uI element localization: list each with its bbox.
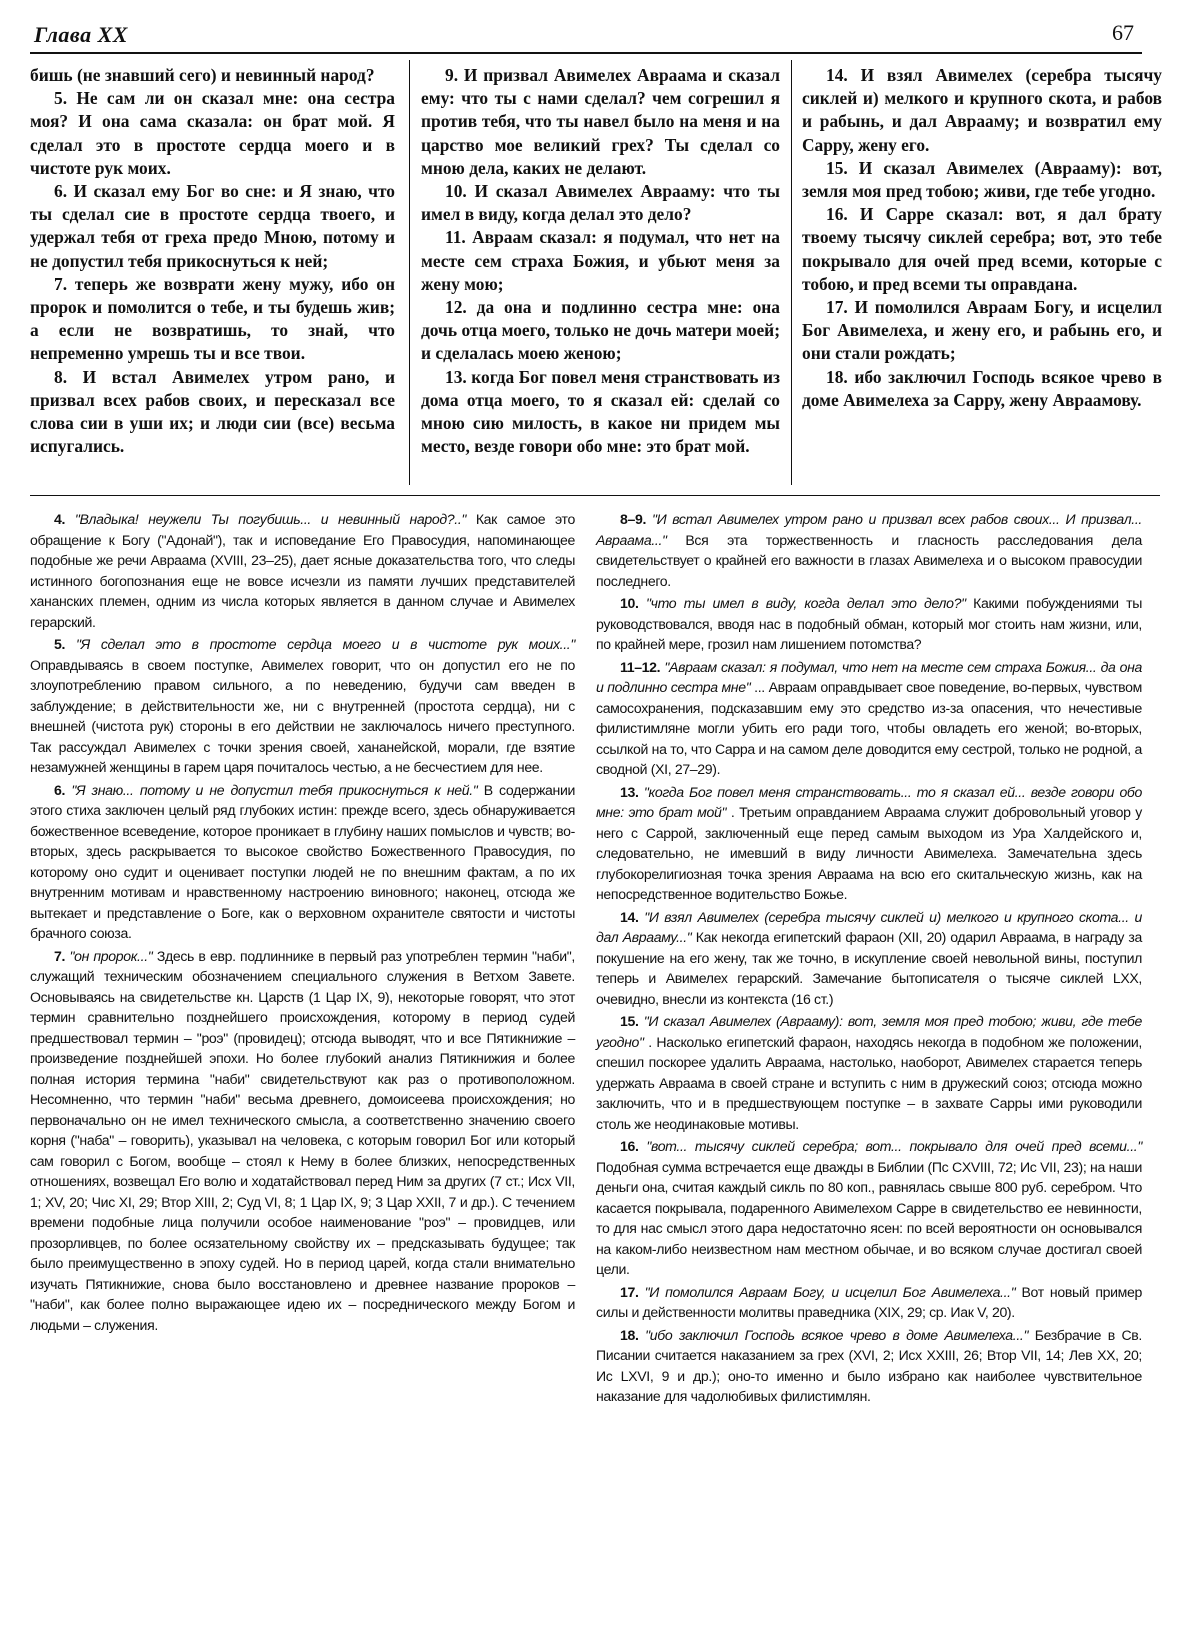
header-rule	[30, 52, 1142, 54]
scripture-column-2	[421, 64, 780, 458]
note-quote: "И сказал Авимелех (Аврааму): вот, земля моя пред тобою; живи, где тебе угодно"	[596, 1013, 1142, 1050]
note-body: Оправдываясь в своем поступке, Авимелех говорит, что он допустил его не по злоупотреблению правом сильного, а по неведению, будучи сам введен в заблуждение; в действительности же, ни с внутренней (простота сердца), ни с внешней (чистота рук) стороны в его действии не заключалось ничего преступного. Так рассуждал Авимелех с точки зрения своей, хананейской, морали, где взятие незамужней женщины в гарем царя почиталось честью, а не бесчестием для нее.	[30, 656, 575, 775]
note-body: . Насколько египетский фараон, находясь некогда в подобном же положении, спешил поскорее удалить Авраама, настолько, наоборот, Авимелех старается теперь удержать Авраама в своей стране и вступить с ним в дружеский союз; отсюда можно заключить, что и в предшествующем поступке – в захвате Сарры ими руководили столь же неодинаковые мотивы.	[596, 1033, 1142, 1132]
note-number: 8–9.	[620, 511, 652, 527]
verse-paragraph: 5. Не сам ли он сказал мне: она сестра моя? И она сама сказала: он брат мой. Я сделал это в простоте сердца моего и в чистоте рук моих.	[30, 88, 395, 178]
verse-paragraph: 16. И Сарре сказал: вот, я дал брату твоему тысячу сиклей серебра; вот, это тебе покрывало для очей пред всеми, которые с тобою, и пред всеми ты оправдана.	[802, 204, 1162, 294]
verse-paragraph: 17. И помолился Авраам Богу, и исцелил Бог Авимелеха, и жену его, и рабынь его, и они стали рождать;	[802, 297, 1162, 364]
commentary-note	[596, 657, 1142, 780]
note-quote: "Я знаю... потому и не допустил тебя прикоснуться к ней."	[71, 781, 478, 798]
note-body: Какими побуждениями ты руководствовался, вводя нас в подобный обман, который мог стоить нам жизни, или, по крайней мере, грозил нам лишением потомства?	[596, 595, 1142, 652]
note-quote: "ибо заключил Господь всякое чрево в доме Авимелеха..."	[645, 1326, 1029, 1343]
verse-paragraph: 13. когда Бог повел меня странствовать из дома отца моего, то я сказал ей: сделай со мною сию милость, в какое ни придем мы место, везде говори обо мне: это брат мой.	[421, 366, 780, 457]
note-body: Безбрачие в Св. Писании считается наказанием за грех (XVI, 2; Исх XXIII, 26; Втор VII, 14; Лев XX, 20; Ис LXVI, 9 и др.); оно-то именно и было избрано как наиболее чувствительное наказание для чадолюбивых филистимлян.	[596, 1326, 1142, 1404]
commentary-note	[30, 946, 575, 1336]
note-number: 4.	[54, 511, 75, 527]
verse-paragraph: 18. ибо заключил Господь всякое чрево в доме Авимелеха за Сарру, жену Авраамову.	[802, 366, 1162, 410]
note-number: 11–12.	[620, 658, 665, 675]
note-quote: "что ты имел в виду, когда делал это дело?"	[645, 595, 966, 611]
note-body: Вся эта торжественность и гласность расследования дела свидетельствует о крайней его важности в глазах Авимелеха и о высоком правосудии последнего.	[596, 531, 1142, 589]
verse-paragraph: бишь (не знавший сего) и невинный народ?	[30, 65, 375, 85]
note-quote: "Авраам сказал: я подумал, что нет на месте сем страха Божия... да она и подлинно сестра мне"	[596, 658, 1143, 695]
scripture-column-3	[802, 64, 1162, 412]
section-rule	[30, 495, 1160, 496]
commentary-note	[30, 509, 575, 632]
note-number: 5.	[54, 636, 76, 652]
commentary-note	[596, 782, 1142, 905]
verse-paragraph: 11. Авраам сказал: я подумал, что нет на месте сем страха Божия, и убьют меня за жену мою;	[421, 227, 780, 294]
note-number: 16.	[620, 1138, 647, 1154]
commentary-column-right	[596, 509, 1142, 1409]
note-body: Подобная сумма встречается еще дважды в Библии (Пс CXVIII, 72; Ис VII, 23); на наши деньги она, считая каждый сикль по 80 коп., равнялась свыше 800 руб. серебром. Что касается покрывала, подаренного Авимелехом Сарре в свидетельство ее невинности, то для нас смысл этого дара недостаточно ясен: по всей вероятности он основывался на каком-либо неизвестном нам местном обычае, и во всяком случае достигал своей цели.	[596, 1158, 1142, 1277]
commentary-note	[596, 1282, 1142, 1323]
verse-paragraph: 6. И сказал ему Бог во сне: и Я знаю, что ты сделал сие в простоте сердца твоего, и удержал тебя от греха предо Мною, потому и не допустил тебя прикоснуться к ней;	[30, 181, 395, 271]
verse-paragraph: 9. И призвал Авимелех Авраама и сказал ему: что ты с нами сделал? чем согрешил я против тебя, что ты навел было на меня и на царство мое великий грех? Ты сделал со мною дела, каких не делают.	[421, 65, 780, 178]
verse-paragraph: 8. И встал Авимелех утром рано, и призвал всех рабов своих, и пересказал все слова сии в уши их; и люди сии (все) весьма испугались.	[30, 366, 395, 457]
note-body: В содержании этого стиха заключен целый ряд глубоких истин: прежде всего, здесь обнаруживается божественное всеведение, которое проникает в глубину наших помыслов и чувств; во-вторых, здесь раскрывается то высокое свойство Божественного Правосудия, по которому оно судит и оценивает поступки людей не по внешним фактам, а по их внутренним мотивам и нравственному настроению виновного; наконец, отсюда же вытекает и представление о Боге, как о верховном охранителе святости и чистоты брачного союза.	[30, 781, 575, 941]
commentary-column-left	[30, 509, 575, 1337]
commentary-note	[596, 1136, 1142, 1280]
note-quote: "И взял Авимелех (серебра тысячу сиклей и) мелкого и крупного скота... и дал Аврааму..."	[596, 908, 1143, 945]
commentary-note	[596, 1325, 1142, 1407]
verse-paragraph: 15. И сказал Авимелех (Аврааму): вот, земля моя пред тобою; живи, где тебе угодно.	[802, 157, 1162, 202]
note-quote: "вот... тысячу сиклей серебра; вот... покрывало для очей пред всеми..."	[646, 1138, 1142, 1154]
page-number: 67	[1112, 20, 1134, 45]
note-number: 18.	[620, 1326, 646, 1343]
note-body: . Третьим оправданием Авраама служит добровольный уговор у него с Саррой, заключенный еще перед самым выходом из Ура Халдейского и, следовательно, не имевший в виду личности Авимелеха. Замечательна здесь глубокорелигиозная точка зрения Авраама на всю его скитальческую жизнь, как на непосредственное водительство Божье.	[596, 804, 1143, 902]
commentary-note	[30, 780, 575, 944]
note-quote: "когда Бог повел меня странствовать... то я сказал ей... везде говори обо мне: это брат мой"	[596, 783, 1142, 820]
chapter-header: Глава XX	[34, 22, 128, 47]
note-number: 6.	[54, 781, 72, 798]
verse-paragraph: 12. да она и подлинно сестра мне: она дочь отца моего, только не дочь матери моей; и сделалась моею женою;	[421, 297, 780, 364]
note-number: 15.	[620, 1013, 644, 1029]
commentary-note	[596, 509, 1142, 591]
scripture-column-1	[30, 64, 395, 458]
note-body: Вот новый пример силы и действенности молитвы праведника (XIX, 29; ср. Иак V, 20).	[596, 1283, 1142, 1320]
column-divider	[409, 60, 410, 485]
verse-paragraph: 7. теперь же возврати жену мужу, ибо он пророк и помолится о тебе, и ты будешь жив; а если не возвратишь, то знай, что непременно умрешь ты и все твои.	[30, 273, 395, 364]
note-quote: "Владыка! неужели Ты погубишь... и невинный народ?.."	[74, 511, 467, 527]
note-body: Как некогда египетский фараон (XII, 20) одарил Авраама, в награду за покушение на его жену, так же точно, в искупление своей невольной вины, поступил теперь и Авимелех герарский. Замечание бытописателя о тысяче сиклей LXX, очевидно, внесли из контекста (16 ст.)	[596, 929, 1142, 1007]
commentary-note	[596, 593, 1142, 655]
note-quote: "Я сделал это в простоте сердца моего и в чистоте рук моих..."	[75, 636, 575, 652]
note-number: 10.	[620, 595, 646, 611]
column-divider	[791, 60, 792, 485]
verse-paragraph: 10. И сказал Авимелех Аврааму: что ты имел в виду, когда делал это дело?	[421, 181, 780, 225]
note-quote: "И встал Авимелех утром рано и призвал всех рабов своих... И призвал... Авраама..."	[596, 511, 1142, 548]
note-body: Как самое это обращение к Богу ("Адонай"), так и исповедание Его Правосудия, напоминающее подобные же речи Авраама (XVIII, 23–25), дает ясные доказательства того, что следы истинного богопознания еще не вовсе исчезли из памяти лучших представителей хананских племен, одним из числа которых является в данном случае и Авимелех герарский.	[30, 511, 575, 630]
note-quote: "И помолился Авраам Богу, и исцелил Бог Авимелеха..."	[644, 1283, 1016, 1300]
commentary-note	[30, 634, 575, 778]
note-number: 17.	[620, 1283, 645, 1300]
note-quote: "он пророк..."	[69, 947, 153, 964]
commentary-note	[596, 1011, 1142, 1134]
note-number: 7.	[54, 947, 70, 964]
note-number: 14.	[620, 908, 645, 925]
note-body: Здесь в евр. подлиннике в первый раз употреблен термин "наби", служащий техническим обозначением специального служения в Ветхом Завете. Основываясь на свидетельстве кн. Царств (1 Цар IX, 9), некоторые говорят, что этот термин сравнительно позднейшего происхождения, которому в период судей предшествовал термин – "роэ" (провидец); отсюда выводят, что и все Пятикнижие – произведение позднейшей эпохи. Но более глубокий анализ Пятикнижия и более полная история термина "наби" свидетельствуют как раз о противоположном. Несомненно, что термин "наби" весьма древнего, домоисеева происхождения; но первоначально он не имел технического смысла, а соответственно значению своего корня ("наба" – говорить), указывал на человека, с которым говорил Бог или который сам говорил с Богом, вообще – стоял к Нему в более близких, непосредственных отношениях, возвещал Его волю и ходатайствовал перед Ним за других (7 ст.; Исх VII, 1; XV, 20; Чис XI, 29; Втор XIII, 2; Суд VI, 8; 1 Цар IX, 9; 3 Цар XXII, 7 и др.). С течением времени подобные лица получили особое наименование "роэ" – провидцев, или прозорливцев, по более осязательному свойству их – предсказывать будущее; так было преимущественно в эпоху судей. Но в период царей, когда стали внимательно изучать Пятикнижие, снова было восстановлено и древнее название пророков – "наби", как более полно выражающее идею их – посреднического между Богом и людьми – служения.	[30, 947, 575, 1333]
note-number: 13.	[620, 783, 644, 800]
verse-paragraph: 14. И взял Авимелех (серебра тысячу сиклей и) мелкого и крупного скота, и рабов и рабынь, и дал Аврааму; и возвратил ему Сарру, жену его.	[802, 65, 1162, 155]
note-body: ... Авраам оправдывает свое поведение, во-первых, чувством самосохранения, подсказавшим ему это средство из-за опасения, что нечестивые филистимляне могли убить его ради того, чтобы овладеть его женой; во-вторых, ссылкой на то, что Сарра и на самом деле доводится ему сестрой, только не родной, а сводной (XI, 27–29).	[596, 679, 1142, 777]
commentary-note	[596, 907, 1142, 1010]
